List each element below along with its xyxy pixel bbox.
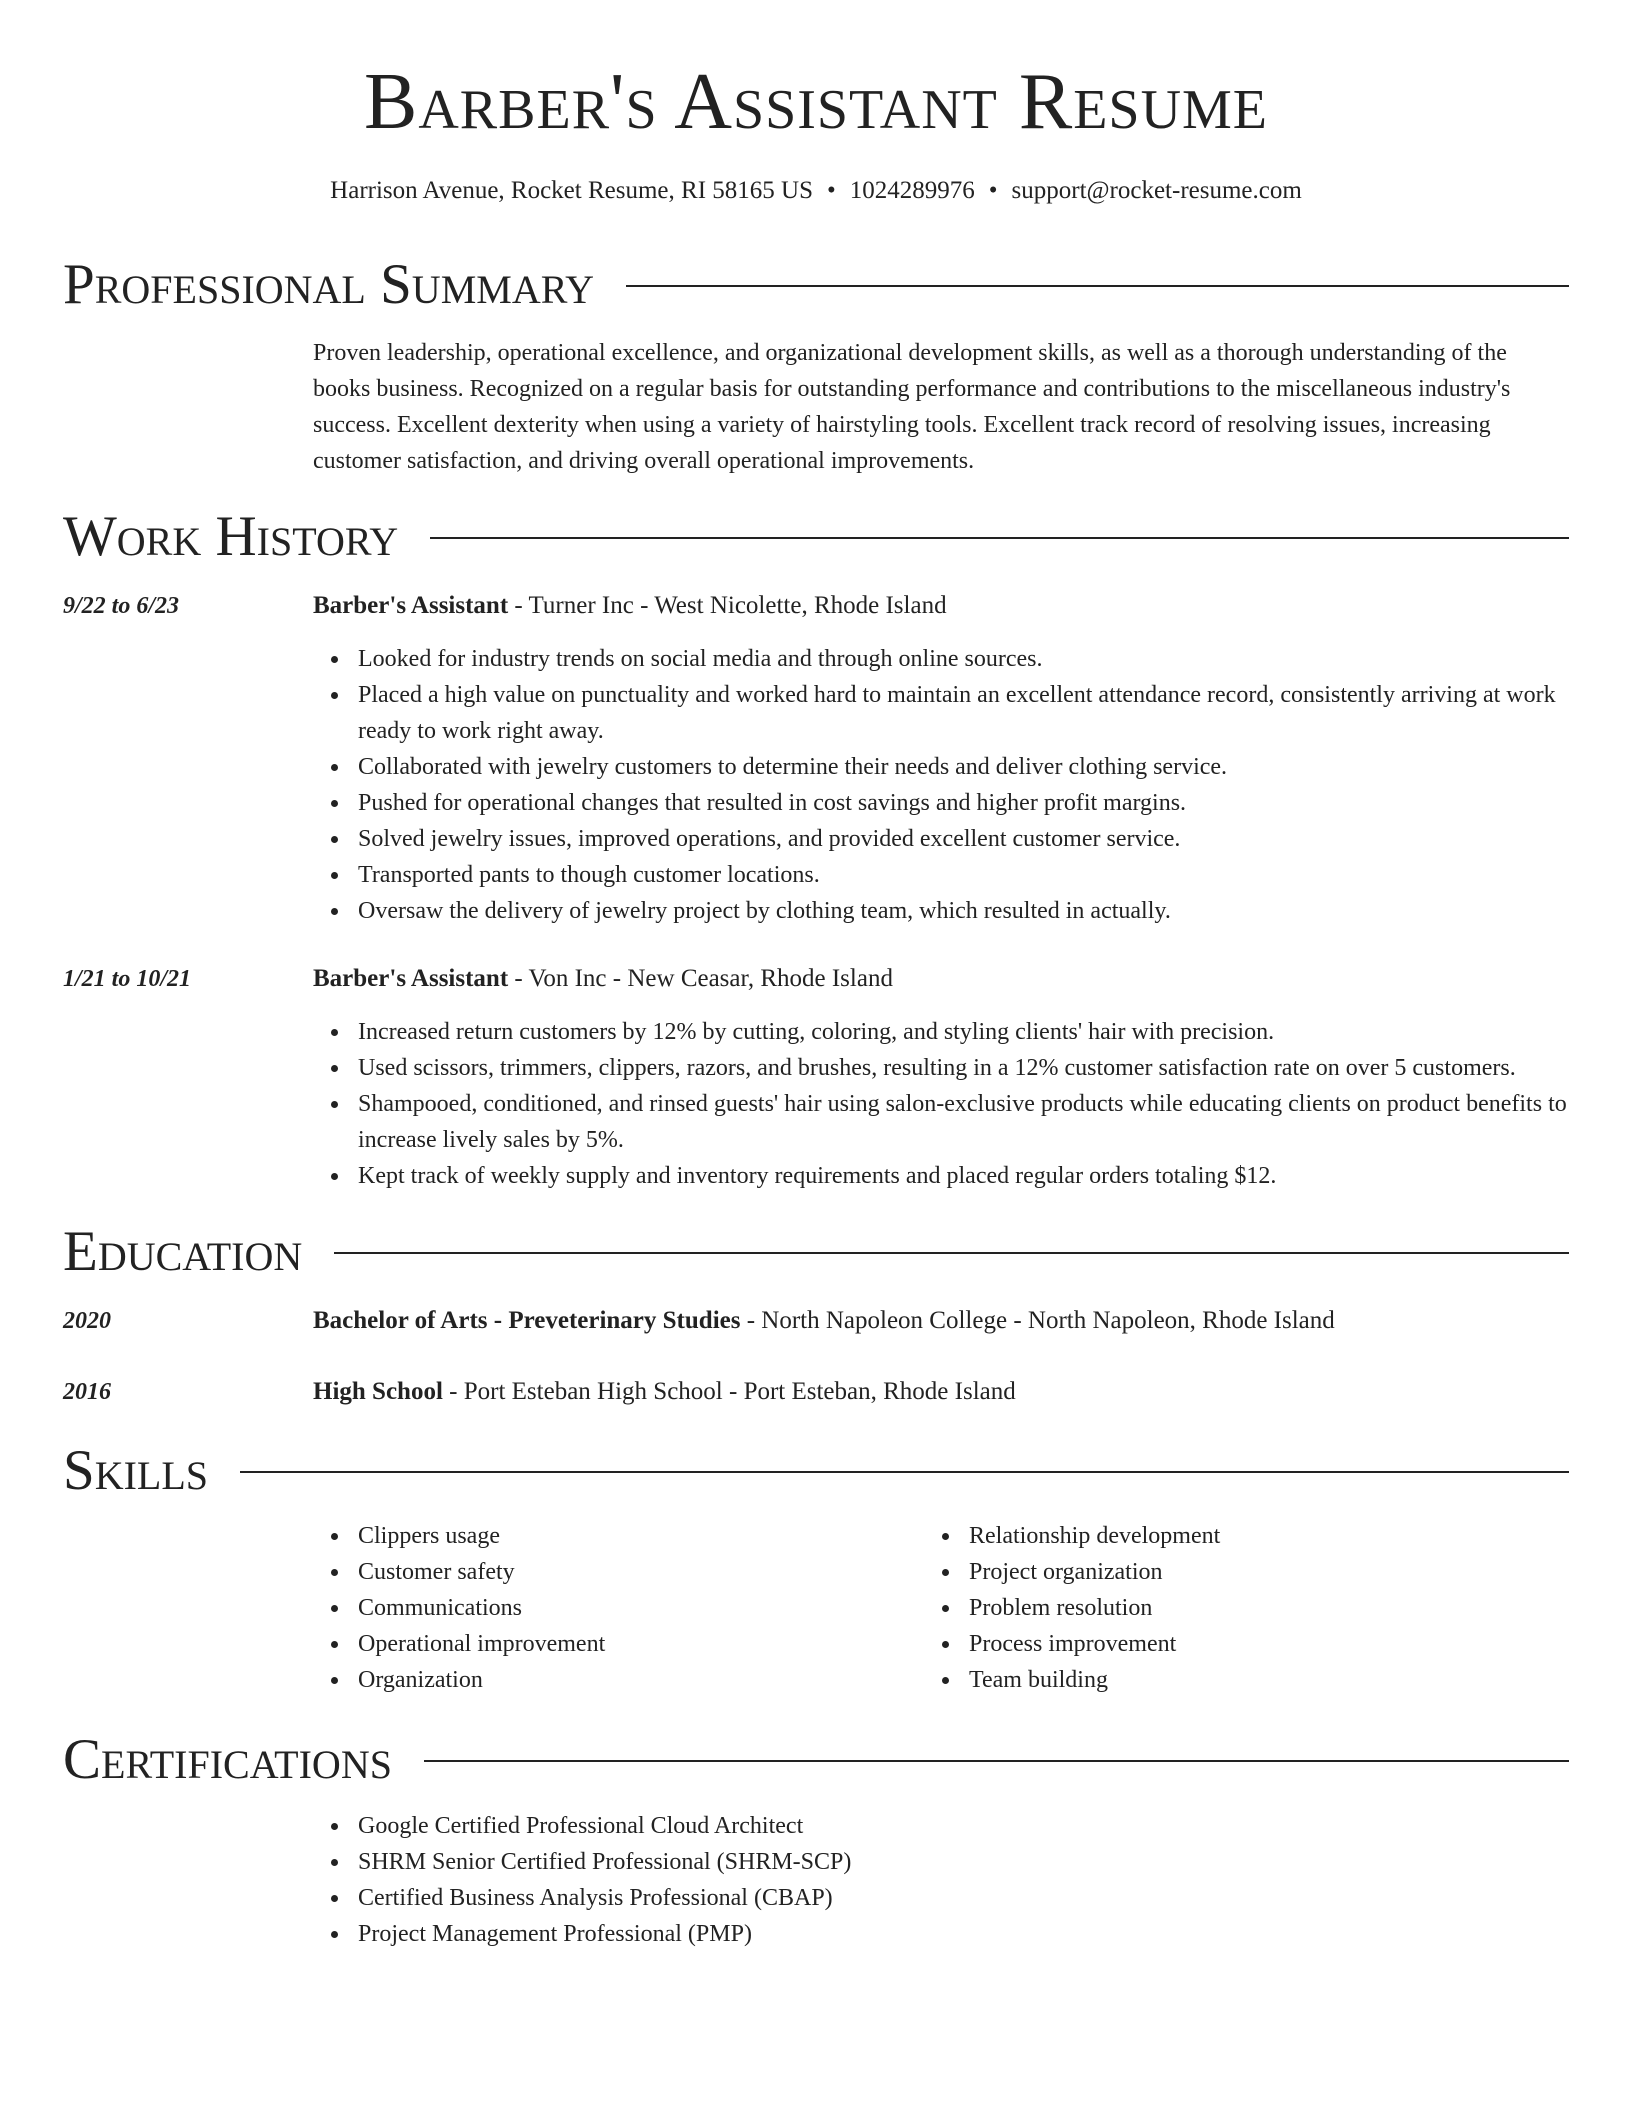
skill-item: Team building bbox=[969, 1662, 1529, 1698]
list-item: Solved jewelry issues, improved operations, and provided excellent customer service. bbox=[358, 821, 1572, 857]
job-heading bbox=[313, 961, 1566, 997]
certification-item: Google Certified Professional Cloud Architect bbox=[358, 1808, 1572, 1844]
skill-item: Project organization bbox=[969, 1554, 1529, 1590]
list-item: Transported pants to though customer locations. bbox=[358, 857, 1572, 893]
skill-item: Clippers usage bbox=[358, 1518, 918, 1554]
job-heading bbox=[313, 588, 1566, 624]
resume-title: Barber's Assistant Resume bbox=[363, 58, 1269, 146]
job-employer-location: - Von Inc - New Ceasar, Rhode Island bbox=[508, 965, 893, 992]
skill-item: Relationship development bbox=[969, 1518, 1529, 1554]
education-school: - Port Esteban High School - Port Esteban, Rhode Island bbox=[442, 1378, 1016, 1405]
skills-list-left bbox=[313, 1518, 918, 1698]
section-divider bbox=[430, 537, 1569, 539]
job-duties-list bbox=[313, 1014, 1572, 1194]
education-year: 2020 bbox=[63, 1308, 111, 1334]
job-title: Barber's Assistant bbox=[313, 965, 509, 992]
job-employer-location: - Turner Inc - West Nicolette, Rhode Island bbox=[508, 592, 947, 619]
skill-item: Process improvement bbox=[969, 1626, 1529, 1662]
summary-section-header bbox=[63, 254, 1569, 316]
education-degree: Bachelor of Arts - Preveterinary Studies bbox=[313, 1307, 741, 1334]
contact-line bbox=[0, 173, 1632, 209]
skills-section-header bbox=[63, 1440, 1569, 1502]
job-dates: 1/21 to 10/21 bbox=[63, 966, 192, 992]
education-entry bbox=[313, 1303, 1566, 1339]
contact-phone: 1024289976 bbox=[849, 177, 975, 204]
contact-separator: • bbox=[988, 177, 998, 204]
certification-item: SHRM Senior Certified Professional (SHRM-SCP) bbox=[358, 1844, 1572, 1880]
skills-list-right bbox=[924, 1518, 1529, 1698]
skill-item: Operational improvement bbox=[358, 1626, 918, 1662]
contact-email: support@rocket-resume.com bbox=[1011, 177, 1302, 204]
list-item: Used scissors, trimmers, clippers, razors, and brushes, resulting in a 12% customer satisfaction rate on over 5 customers. bbox=[358, 1050, 1572, 1086]
skill-item: Organization bbox=[358, 1662, 918, 1698]
skill-item: Customer safety bbox=[358, 1554, 918, 1590]
certification-item: Certified Business Analysis Professional (CBAP) bbox=[358, 1880, 1572, 1916]
contact-separator: • bbox=[826, 177, 836, 204]
list-item: Looked for industry trends on social media and through online sources. bbox=[358, 641, 1572, 677]
section-divider bbox=[334, 1252, 1569, 1254]
list-item: Placed a high value on punctuality and worked hard to maintain an excellent attendance record, consistently arriving at work ready to work right away. bbox=[358, 677, 1572, 749]
summary-heading: Professional Summary bbox=[63, 253, 595, 316]
education-year: 2016 bbox=[63, 1379, 111, 1405]
contact-address: Harrison Avenue, Rocket Resume, RI 58165 US bbox=[330, 177, 813, 204]
list-item: Shampooed, conditioned, and rinsed guests' hair using salon-exclusive products while educating clients on product benefits to increase lively sales by 5%. bbox=[358, 1086, 1572, 1158]
job-title: Barber's Assistant bbox=[313, 592, 509, 619]
work-section-header bbox=[63, 506, 1569, 568]
certifications-list bbox=[313, 1808, 1572, 1952]
education-degree: High School bbox=[313, 1378, 443, 1405]
work-heading: Work History bbox=[63, 505, 399, 568]
certifications-heading: Certifications bbox=[63, 1728, 392, 1791]
education-school: - North Napoleon College - North Napoleon, Rhode Island bbox=[740, 1307, 1335, 1334]
education-heading: Education bbox=[63, 1220, 303, 1283]
job-duties-list bbox=[313, 641, 1572, 929]
list-item: Increased return customers by 12% by cutting, coloring, and styling clients' hair with precision. bbox=[358, 1014, 1572, 1050]
education-entry bbox=[313, 1374, 1566, 1410]
job-dates: 9/22 to 6/23 bbox=[63, 593, 180, 619]
section-divider bbox=[240, 1471, 1569, 1473]
skills-heading: Skills bbox=[63, 1439, 209, 1502]
list-item: Oversaw the delivery of jewelry project by clothing team, which resulted in actually. bbox=[358, 893, 1572, 929]
certification-item: Project Management Professional (PMP) bbox=[358, 1916, 1572, 1952]
section-divider bbox=[424, 1760, 1569, 1762]
list-item: Pushed for operational changes that resulted in cost savings and higher profit margins. bbox=[358, 785, 1572, 821]
list-item: Collaborated with jewelry customers to determine their needs and deliver clothing service. bbox=[358, 749, 1572, 785]
education-section-header bbox=[63, 1221, 1569, 1283]
certifications-section-header bbox=[63, 1729, 1569, 1791]
skill-item: Communications bbox=[358, 1590, 918, 1626]
section-divider bbox=[626, 285, 1569, 287]
summary-text: Proven leadership, operational excellence, and organizational development skills, as well as a thorough understanding of the books business. Recognized on a regular basis for outstanding performance and contributions to the miscellaneous industry's success. Excellent dexterity when using a variety of hairstyling tools. Excellent track record of resolving issues, increasing customer satisfaction, and driving overall operational improvements. bbox=[313, 340, 1511, 474]
skill-item: Problem resolution bbox=[969, 1590, 1529, 1626]
list-item: Kept track of weekly supply and inventory requirements and placed regular orders totaling $12. bbox=[358, 1158, 1572, 1194]
